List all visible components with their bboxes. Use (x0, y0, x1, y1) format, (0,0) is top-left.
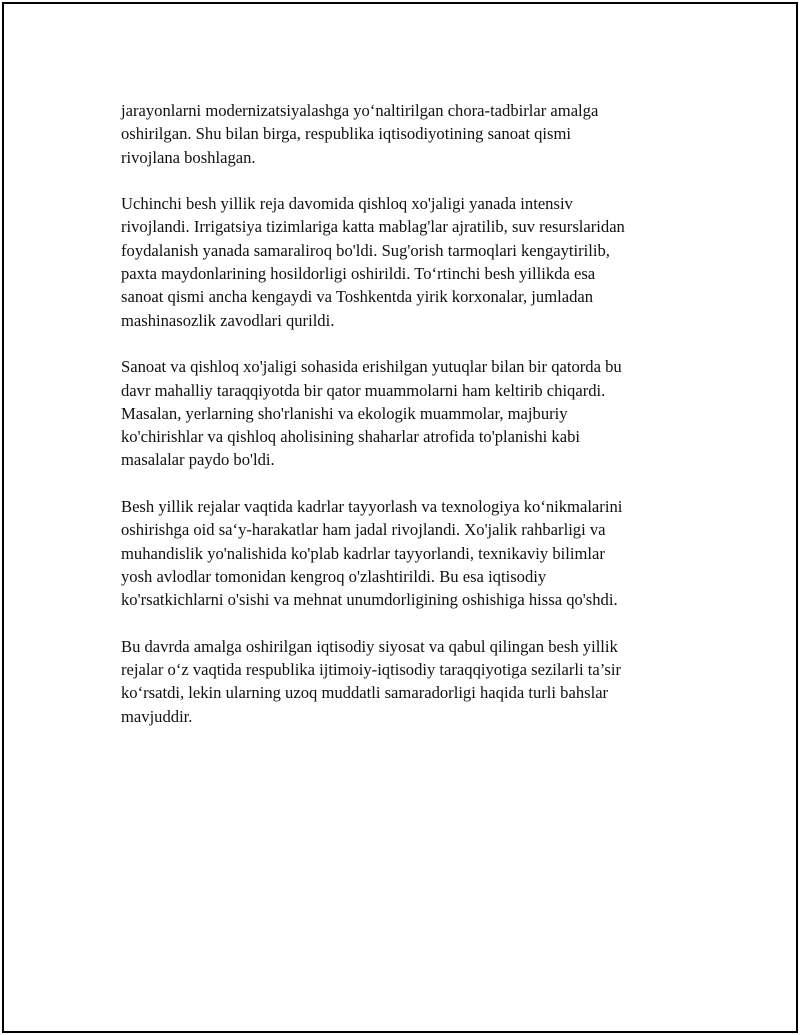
paragraph-1 (121, 99, 691, 169)
text-line: Sanoat va qishloq xo'jaligi sohasida erishilgan yutuqlar bilan bir qatorda bu (121, 357, 622, 377)
text-line: oshirilgan. Shu bilan birga, respublika iqtisodiyotining sanoat qismi (121, 124, 572, 144)
text-line: Bu davrda amalga oshirilgan iqtisodiy siyosat va qabul qilingan besh yillik (121, 636, 618, 656)
paragraph-3 (121, 355, 691, 471)
text-line: paxta maydonlarining hosildorligi oshirildi. To‘rtinchi besh yillikda esa (121, 264, 596, 284)
text-line: rivojlandi. Irrigatsiya tizimlariga katta mablag'lar ajratilib, suv resurslaridan (121, 217, 625, 237)
paragraph-5 (121, 635, 691, 728)
text-line: rivojlana boshlagan. (121, 147, 256, 167)
text-line: jarayonlarni modernizatsiyalashga yo‘naltirilgan chora-tadbirlar amalga (121, 101, 599, 120)
text-line: mashinasozlik zavodlari qurildi. (121, 310, 335, 330)
text-line: Besh yillik rejalar vaqtida kadrlar tayyorlash va texnologiya ko‘nikmalarini (121, 497, 623, 517)
paragraph-4 (121, 495, 691, 611)
text-line: Masalan, yerlarning sho'rlanishi va ekologik muammolar, majburiy (121, 403, 568, 423)
text-line: ko'rsatkichlarni o'sishi va mehnat unumdorligining oshishiga hissa qo'shdi. (121, 590, 618, 610)
text-line: sanoat qismi ancha kengaydi va Toshkentda yirik korxonalar, jumladan (121, 287, 594, 307)
page-frame (2, 2, 798, 1033)
text-line: davr mahalliy taraqqiyotda bir qator muammolarni ham keltirib chiqardi. (121, 380, 606, 400)
text-line: muhandislik yo'nalishida ko'plab kadrlar tayyorlandi, texnikaviy bilimlar (121, 543, 605, 563)
text-line: mavjuddir. (121, 706, 193, 726)
text-line: ko'chirishlar va qishloq aholisining shaharlar atrofida to'planishi kabi (121, 427, 580, 447)
text-line: masalalar paydo bo'ldi. (121, 450, 275, 470)
text-line: yosh avlodlar tomonidan kengroq o'zlashtirildi. Bu esa iqtisodiy (121, 566, 547, 586)
text-line: rejalar o‘z vaqtida respublika ijtimoiy-iqtisodiy taraqqiyotiga sezilarli ta’sir (121, 660, 621, 680)
document-body (121, 99, 691, 751)
paragraph-2 (121, 192, 691, 332)
text-line: Uchinchi besh yillik reja davomida qishloq xo'jaligi yanada intensiv (121, 194, 573, 214)
text-line: ko‘rsatdi, lekin ularning uzoq muddatli samaradorligi haqida turli bahslar (121, 683, 609, 703)
text-line: oshirishga oid sa‘y-harakatlar ham jadal rivojlandi. Xo'jalik rahbarligi va (121, 520, 606, 540)
text-line: foydalanish yanada samaraliroq bo'ldi. Sug'orish tarmoqlari kengaytirilib, (121, 240, 610, 260)
